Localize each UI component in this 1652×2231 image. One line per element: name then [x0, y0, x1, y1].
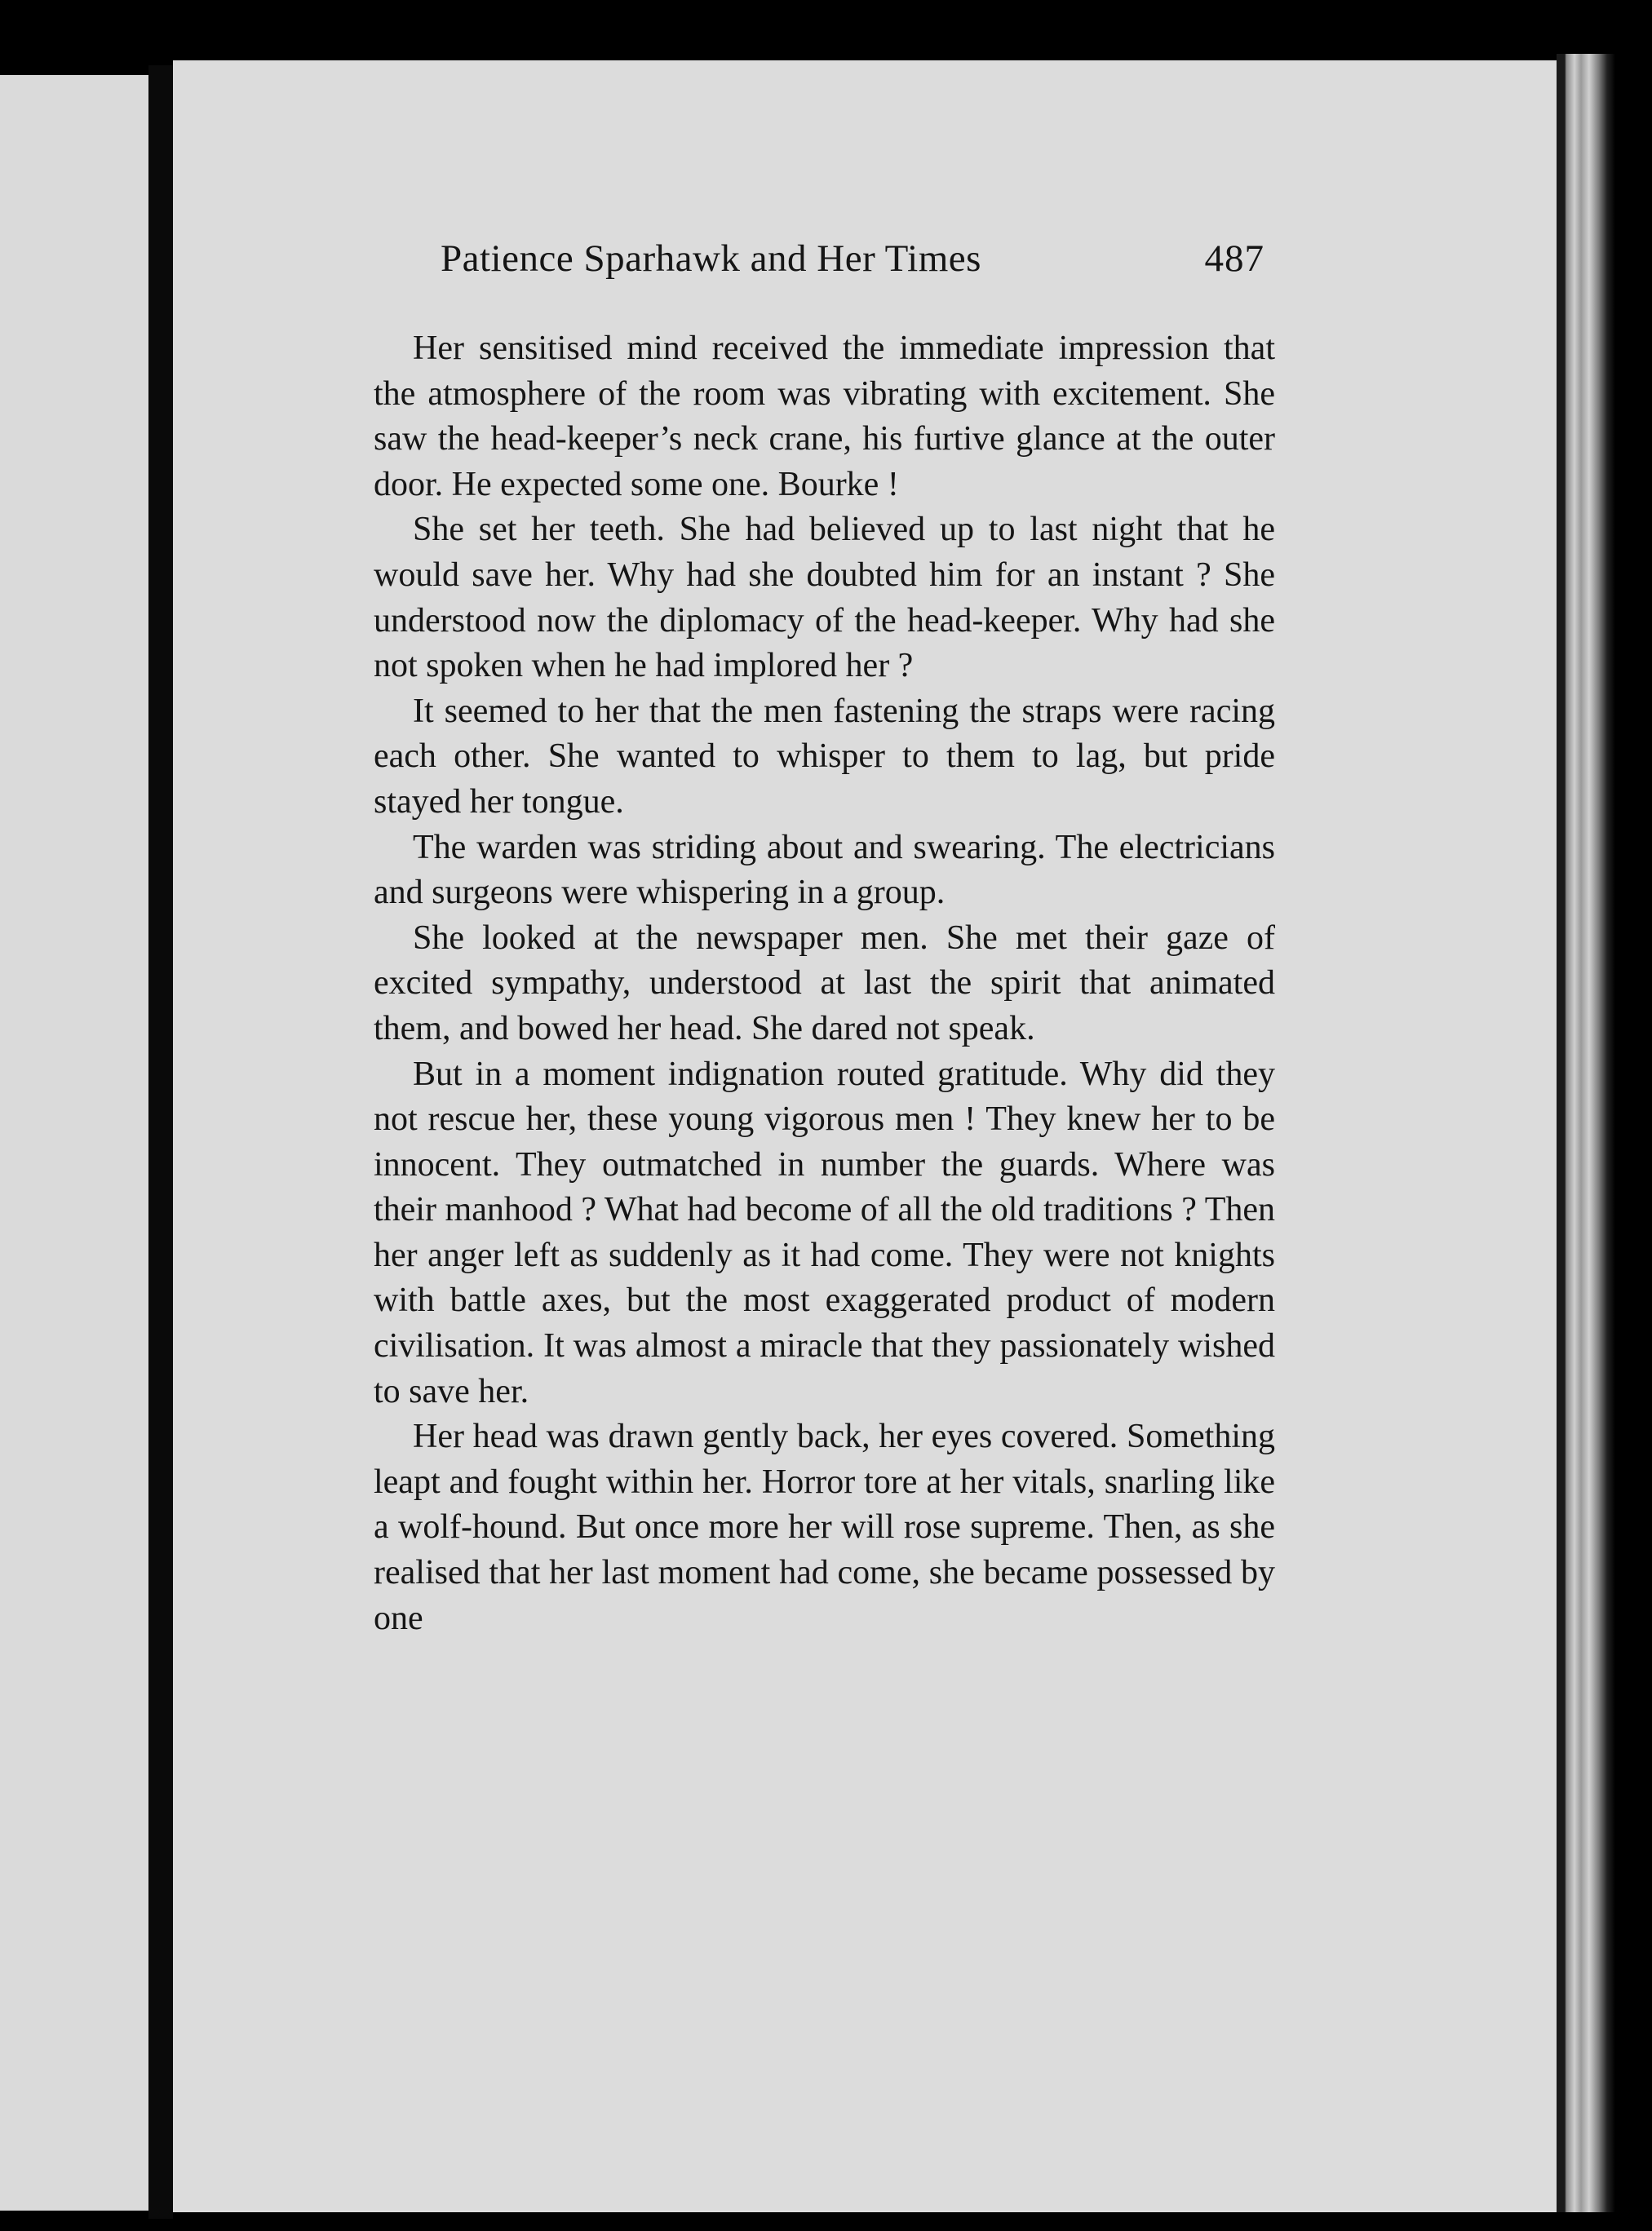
- paragraph: Her head was drawn gently back, her eyes covered. Something leapt and fought within her. Horror tore at her vitals, snarling like a wolf-hound. But once more her will rose supreme. Then, as she realised that her last moment had come, she became possessed by one: [374, 1418, 1275, 1637]
- paragraph: But in a moment indignation routed gratitude. Why did they not rescue her, these young vigorous men ! They knew her to be innocent. They outmatched in number the guards. Where was their manhood ? What had become of all the old traditions ? Then her anger left as suddenly as it had come. They were not knights with battle axes, but the most exaggerated product of modern civilisation. It was almost a miracle that they passionately wished to save her.: [374, 1055, 1275, 1410]
- running-head-title: Patience Sparhawk and Her Times: [441, 237, 981, 280]
- page-number: 487: [1204, 237, 1264, 280]
- paragraph: Her sensitised mind received the immediate impression that the atmosphere of the room was vibrating with excitement. She saw the head-keeper’s neck crane, his furtive glance at the outer door. He expected some one. Bourke !: [374, 330, 1275, 503]
- left-page-edge: [0, 75, 148, 2211]
- paragraph: The warden was striding about and swearing. The electricians and surgeons were whispering in a group.: [374, 828, 1275, 912]
- book-binding-gutter: [148, 65, 173, 2219]
- page-stack-edge: [1557, 54, 1615, 2212]
- body-text: [374, 326, 1275, 1641]
- paragraph: It seemed to her that the men fastening the straps were racing each other. She wanted to whisper to them to lag, but pride stayed her tongue.: [374, 692, 1275, 821]
- paragraph: She set her teeth. She had believed up to last night that he would save her. Why had she doubted him for an instant ? She understood now the diplomacy of the head-keeper. Why had she not spoken when he had implored her ?: [374, 511, 1275, 685]
- running-head: [441, 237, 1264, 302]
- paragraph: She looked at the newspaper men. She met their gaze of excited sympathy, understood at last the spirit that animated them, and bowed her head. She dared not speak.: [374, 919, 1275, 1047]
